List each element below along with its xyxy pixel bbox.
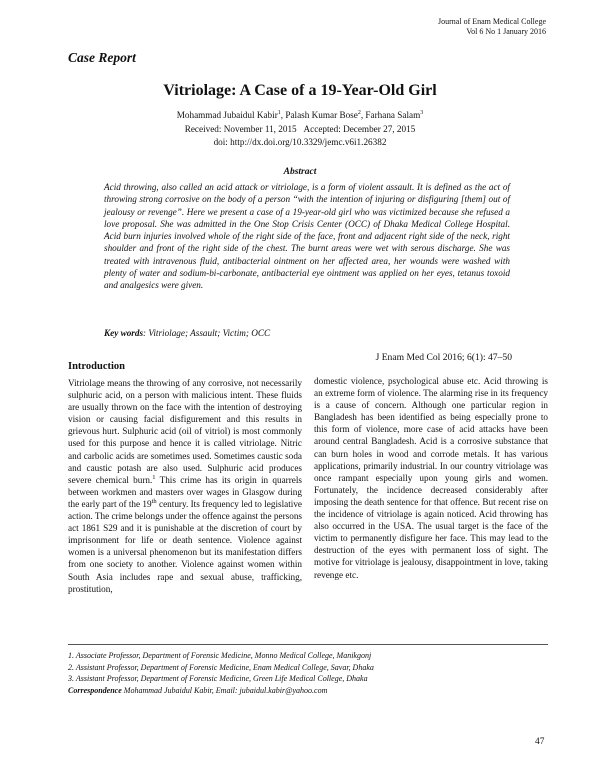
correspondence [68,685,548,697]
dates-line [0,124,600,134]
abstract-text: Acid throwing, also called an acid attack or vitriolage, is a form of violent assault. It is defined as the act of throwing strong corrosive on the body of a person “with the intention of injuring or disfiguring [them] out of jealousy or revenge”. Here we present a case of a 19-year-old girl who was victimized because she refused a love proposal. She was admitted in the One Stop Crisis Center (OCC) of Dhaka Medical College Hospital. Acid burn injuries involved whole of the right side of the face, front and adjacent right side of the neck, right shoulder and front of the right side of the chest. The burnt areas were wet with serous discharge. She was treated with intravenous fluid, antibacterial ointment on her affected area, her wounds were washed with plenty of water and sodium-bi-carbonate, antibacterial eye ointment was applied on her eyes, tetanus toxoid and analgesics were given. [104,182,510,291]
footnote-divider [68,644,548,645]
citation: J Enam Med Col 2016; 6(1): 47–50 [375,352,512,363]
journal-header [438,17,546,37]
author-name: Farhana Salam [365,110,421,121]
author-name: Mohammad Jubaidul Kabir [176,110,278,121]
paragraph-text: Vitriolage means the throwing of any corrosive, not necessarily sulphuric acid, on a person with malicious intent. These fluids are usually thrown on the face with the intention of destroying vision or causing facial disfigurement and this results in grievous hurt. Sulphuric acid (oil of vitriol) is most commonly used for this purpose and hence it is called vitriolage. Nitric and carbolic acids are sometimes used. Sometimes caustic soda and caustic potash are also used. Sulphuric acid produces severe chemical burn. [68,378,302,485]
correspondence-label: Correspondence [68,685,122,695]
article-type: Case Report [68,50,136,65]
author-list: Mohammad Jubaidul Kabir$^1$, Palash Kumar Bose$^2$, Farhana Salam$^3$ [176,110,424,121]
keywords-label: Key words [104,328,144,338]
reference-mark: 1 [152,473,156,481]
keywords [104,328,510,338]
accepted-date: Accepted: December 27, 2015 [303,124,416,134]
paragraph [68,377,302,595]
author-affiliation-mark: 2 [357,110,361,116]
body-column-right [314,375,548,581]
journal-name: Journal of Enam Medical College [438,17,546,26]
author-affiliation-mark: 1 [277,110,281,116]
keywords-text: : Vitriolage; Assault; Victim; OCC [143,328,271,338]
correspondence-text: Mohammad Jubaidul Kabir, Email: jubaidul.kabir@yahoo.com [121,685,328,695]
footnote: 2. Assistant Professor, Department of Forensic Medicine, Enam Medical College, Savar, Dhaka [68,662,374,672]
article-title: Vitriolage: A Case of a 19-Year-Old Girl [163,82,437,99]
paragraph-text: This crime has its origin in quarrels between workmen and masters over wages in Glasgow during the early part of the 19 [68,474,302,509]
author-affiliation-mark: 3 [420,110,424,116]
page-number: 47 [535,737,545,747]
body-column-left [68,377,302,595]
footnote: 1. Associate Professor, Department of Forensic Medicine, Monno Medical College, Manikgonj [68,651,372,660]
paragraph-text: century. Its frequency led to legislative action. The crime belongs under the offence against the persons act 1861 S29 and it is punishable at the discretion of court by imprisonment for life or death sentence. Violence against women is a universal phenomenon but its manifestation differs from one society to another. Violence against women within South Asia includes rape and sexual abuse, trafficking, prostitution, [68,498,303,594]
footnote: 3. Assistant Professor, Department of Forensic Medicine, Green Life Medical College, Dhaka [68,674,368,684]
doi-link[interactable]: doi: http://dx.doi.org/10.3329/jemc.v6i1.26382 [213,137,387,147]
received-date: Received: November 11, 2015 [184,124,297,134]
footnotes [68,650,548,696]
author-name: Palash Kumar Bose [285,110,358,121]
journal-volume-issue: Vol 6 No 1 January 2016 [466,27,546,36]
section-heading-introduction: Introduction [68,361,125,372]
paragraph-text: domestic violence, psychological abuse etc. Acid throwing is an extreme form of violence. The alarming rise in its frequency is a cause of concern. Although one particular region in Bangladesh has been identified as being especially prone to this form of violence, more case of acid attacks have been around central Bangladesh. Acid is a corrosive substance that can burn holes in wood and corrode metals. It has various applications, primarily industrial. In our country vitriolage was once rampant especially upon young girls and women. Fortunately, the incidence decreased considerably after imposing the death sentence for that offence. But recent rise on the incidence of vitriolage is again noticed. Acid throwing has also occurred in the USA. The usual target is the face of the victim to permanently disfigure her face. This may lead to the destruction of the eyes with permanent loss of sight. The motive for vitriolage is jealousy, disappointment in love, taking revenge etc. [314,376,548,580]
abstract-heading: Abstract [283,167,317,177]
superscript: th [151,497,157,505]
